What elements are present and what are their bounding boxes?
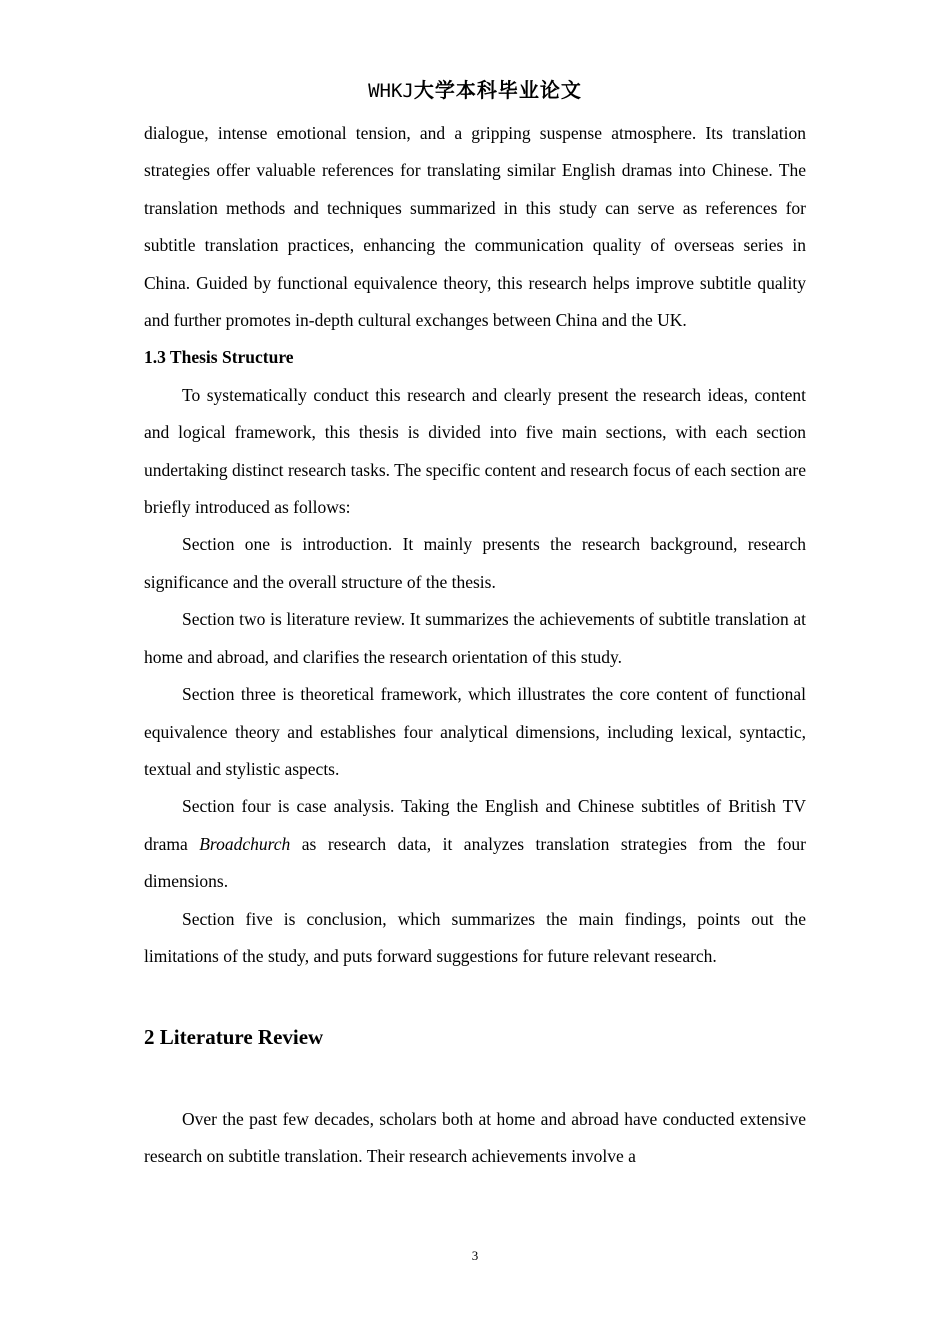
chapter-heading-2: 2 Literature Review — [144, 1025, 324, 1050]
running-header — [0, 74, 950, 103]
drama-title: Broadchurch — [199, 833, 291, 854]
page-body — [144, 115, 806, 1176]
paragraph-section-five: Section five is conclusion, which summarizes the main findings, points out the limitations of the study, and puts forward suggestions for future relevant research. — [144, 908, 806, 966]
paragraph-section-three: Section three is theoretical framework, which illustrates the core content of functional equivalence theory and establishes four analytical dimensions, including lexical, syntactic, textual and stylistic aspects. — [144, 684, 806, 779]
paragraph-section-one: Section one is introduction. It mainly presents the research background, research significance and the overall structure of the thesis. — [144, 534, 806, 592]
section-four-text-end: as research data, it analyzes translation strategies from the four dimensions. — [144, 833, 806, 892]
page-number: 3 — [471, 1248, 479, 1263]
paragraph-section-four — [144, 788, 806, 900]
section-heading-1-3: 1.3 Thesis Structure — [144, 347, 294, 368]
section-four-text-start: Section four is case analysis. Taking the English and Chinese subtitles of British TV drama — [144, 796, 806, 854]
paragraph-structure-intro: To systematically conduct this research and clearly present the research ideas, content and logical framework, this thesis is divided into five main sections, with each section undertaking distinct research tasks. The specific content and research focus of each section are briefly introduced as follows: — [144, 384, 806, 518]
header-latin: WHKJ — [368, 80, 414, 102]
paragraph-literature-intro: Over the past few decades, scholars both at home and abroad have conducted extensive research on subtitle translation. Their research achievements involve a — [144, 1108, 806, 1167]
paragraph-section-two: Section two is literature review. It summarizes the achievements of subtitle translation at home and abroad, and clarifies the research orientation of this study. — [144, 609, 806, 667]
paragraph-continued: dialogue, intense emotional tension, and a gripping suspense atmosphere. Its translation strategies offer valuable references for translating similar English dramas into Chinese. The translation methods and techniques summarized in this study can serve as references for subtitle translation practices, enhancing the communication quality of overseas series in China. Guided by functional equivalence theory, this research helps improve subtitle quality and further promotes in-depth cultural exchanges between China and the UK. — [144, 123, 806, 331]
header-cjk: 大学本科毕业论文 — [413, 78, 582, 102]
